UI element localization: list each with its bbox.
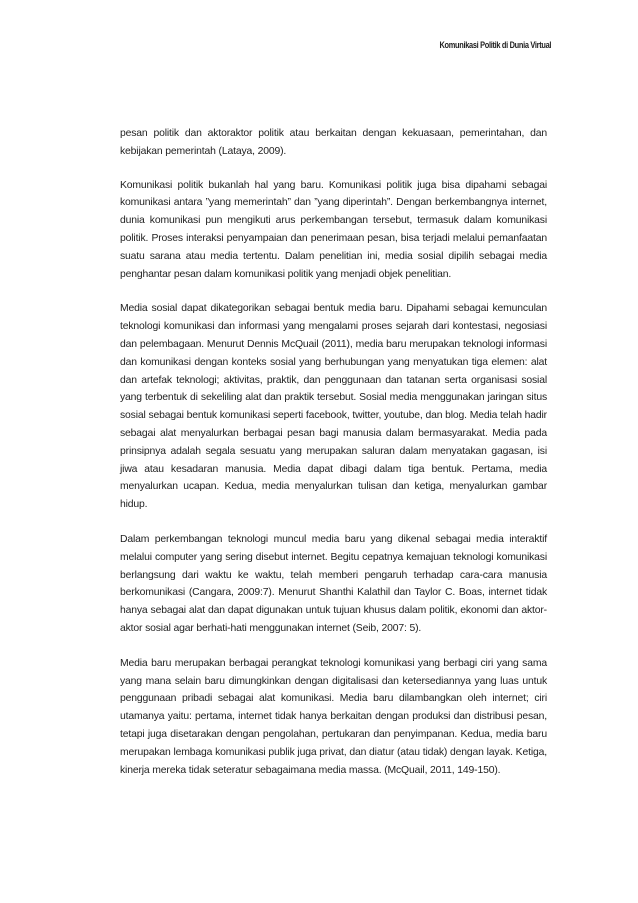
body-text [120,125,547,796]
paragraph-2: Komunikasi politik bukanlah hal yang baru. Komunikasi politik juga bisa dipahami sebagai komunikasi antara ”yang memerintah” dan ”yang diperintah”. Dengan berkembangnya internet, dunia komunikasi pun mengikuti arus perkembangan tersebut, termasuk dalam komunikasi politik. Proses interaksi penyampaian dan penerimaan pesan, bisa terjadi melalui pemanfaatan suatu sarana atau media tertentu. Dalam penelitian ini, media sosial dipilih sebagai media penghantar pesan dalam komunikasi politik yang menjadi objek penelitian. [120,179,547,280]
paragraph-1: pesan politik dan aktoraktor politik atau berkaitan dengan kekuasaan, pemerintahan, dan kebijakan pemerintah (Lataya, 2009). [120,128,547,157]
paragraph-4: Dalam perkembangan teknologi muncul media baru yang dikenal sebagai media interaktif melalui computer yang sering disebut internet. Begitu cepatnya kemajuan teknologi komunikasi berlangsung dari waktu ke waktu, telah memberi pengaruh terhadap cara-cara manusia berkomunikasi (Cangara, 2009:7). Menurut Shanthi Kalathil dan Taylor C. Boas, internet tidak hanya sebagai alat dan dapat digunakan untuk tujuan khusus dalam politik, ekonomi dan aktor-aktor sosial agar berhati-hati menggunakan internet (Seib, 2007: 5). [120,533,547,634]
running-header: Komunikasi Politik di Dunia Virtual [439,40,551,51]
paragraph-3: Media sosial dapat dikategorikan sebagai bentuk media baru. Dipahami sebagai kemunculan teknologi komunikasi dan informasi yang mengalami proses sejarah dari kontestasi, negosiasi dan pelembagaan. Menurut Dennis McQuail (2011), media baru merupakan teknologi informasi dan komunikasi dengan konteks sosial yang berhubungan yang menyatukan tiga elemen: alat dan artefak teknologi; aktivitas, praktik, dan penggunaan dan tatanan serta organisasi sosial yang terbentuk di sekeliling alat dan praktik tersebut. Sosial media menggunakan jaringan situs sosial sebagai bentuk komunikasi seperti facebook, twitter, youtube, dan blog. Media telah hadir sebagai alat menyalurkan berbagai pesan bagi manusia dalam bermasyarakat. Media pada prinsipnya adalah segala sesuatu yang merupakan saluran dalam menyatakan gagasan, isi jiwa atau kesadaran manusia. Media dapat dibagi dalam tiga bentuk. Pertama, media menyalurkan ucapan. Kedua, media menyalurkan tulisan dan ketiga, menyalurkan gambar hidup. [120,303,547,511]
paragraph-5: Media baru merupakan berbagai perangkat teknologi komunikasi yang berbagi ciri yang sama yang mana selain baru dimungkinkan dengan digitalisasi dan ketersediannya yang luas untuk penggunaan pribadi sebagai alat komunikasi. Media baru dilambangkan oleh internet; ciri utamanya yaitu: pertama, internet tidak hanya berkaitan dengan produksi dan distribusi pesan, tetapi juga disetarakan dengan pengolahan, pertukaran dan penyimpanan. Kedua, media baru merupakan lembaga komunikasi publik juga privat, dan diatur (atau tidak) dengan layak. Ketiga, kinerja mereka tidak seteratur sebagaimana media massa. (McQuail, 2011, 149-150). [120,657,547,776]
